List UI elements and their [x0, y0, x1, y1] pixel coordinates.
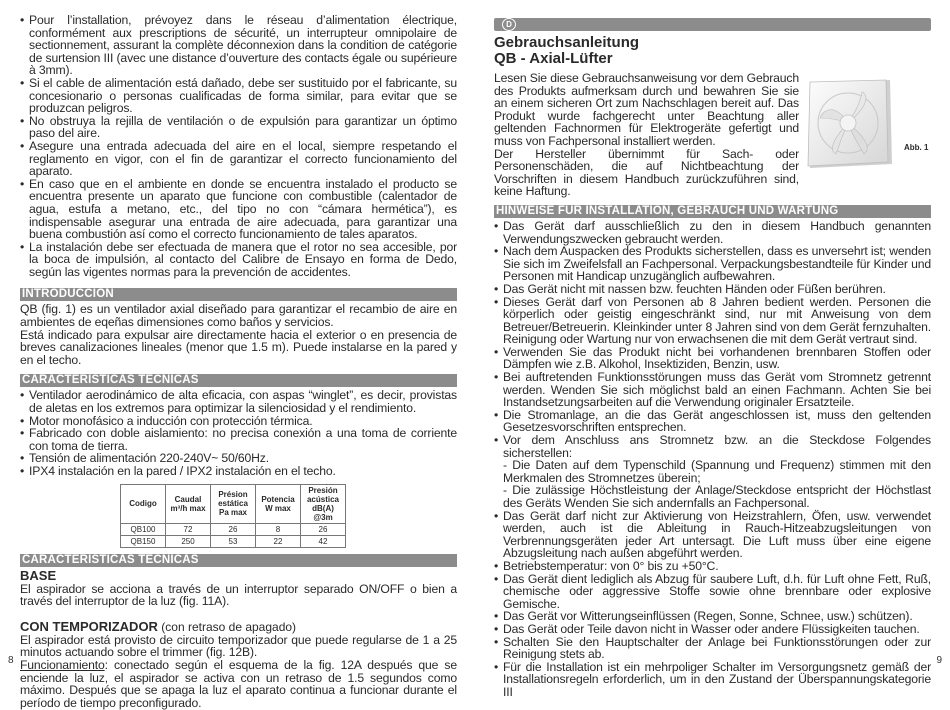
bullet-item: • Das Gerät darf ausschließlich zu den in diesem Handbuch genannten Verwendungszwecken gebraucht werden. — [494, 220, 931, 245]
intro-paragraph: QB (fig. 1) es un ventilador axial diseñado para garantizar el recambio de aire en ambientes de eqeñas dimensiones como baños y servicios. — [20, 302, 457, 330]
table-row — [121, 523, 346, 535]
bullet-item: • Ventilador aerodinámico de alta eficacia, con aspas “winglet”, es decir, provistas de aletas en los extremos para optimizar la silenciosidad y el rendimiento. — [20, 389, 457, 414]
timer-title — [20, 620, 457, 634]
page-title: Gebrauchsanleitung — [494, 34, 640, 51]
language-bar — [494, 18, 931, 31]
bullet-item: • Das Gerät oder Teile davon nicht in Wasser oder andere Flüssigkeiten tauchen. — [494, 623, 931, 636]
table-cell: 42 — [301, 535, 346, 547]
bullet-item: • Asegure una entrada adecuada del aire en el local, siempre respetando el reglamento en vigor, con el fin de garantizar el correcto funcionamiento del aparato. — [20, 140, 457, 178]
table-cell: 22 — [256, 535, 301, 547]
table-cell: QB150 — [121, 535, 166, 547]
table-cell: 26 — [211, 523, 256, 535]
sub-item: - Die Daten auf dem Typenschild (Spannung und Frequenz) stimmen mit den Merkmalen des Stromnetzes überein; — [503, 458, 931, 485]
table-cell: 26 — [301, 523, 346, 535]
section-heading-hints: HINWEISE FÜR INSTALLATION, GEBRAUCH UND WARTUNG — [494, 205, 931, 218]
bullet-item: • Betriebstemperatur: von 0° bis zu +50°C. — [494, 560, 931, 573]
bullet-item: • Pour l’installation, prévoyez dans le réseau d’alimentation électrique, conformément aux prescriptions de sécurité, un interrupteur omnipolaire de sectionnement, assurant la complète déconnexion dans la condition de catégorie de surtension III (avec une distance d’ouverture des contacts égale ou supérieure à 3mm). — [20, 14, 457, 77]
table-header: Caudal m³/h max — [166, 484, 211, 523]
bullet-item: • Schalten Sie den Hauptschalter der Anlage bei Funktionsstörungen oder zur Reinigung stets ab. — [494, 636, 931, 661]
bullet-item: • Fabricado con doble aislamiento: no precisa conexión a una toma de corriente con toma de tierra. — [20, 427, 457, 452]
table-header: Potencia W max — [256, 484, 301, 523]
base-paragraph: El aspirador se acciona a través de un interruptor separado ON/OFF o bien a través del interruptor de la luz (fig. 11A). — [20, 581, 457, 609]
page-number-left: 8 — [8, 655, 14, 666]
fan-image — [806, 78, 896, 170]
figure-label: Abb. 1 — [904, 143, 929, 152]
sub-item: - Die zulässige Höchstleistung der Anlage/Steckdose entspricht der Höchstlast des Geräts Wenden Sie sich andernfalls an Fachpersonal. — [503, 483, 931, 510]
bullet-item: • Vor dem Anschluss ans Stromnetz bzw. an die Steckdose Folgendes sicherstellen: — [494, 434, 931, 459]
bullet-item: • Verwenden Sie das Produkt nicht bei vorhandenen brennbaren Stoffen oder Dämpfen wie z.B. Alkohol, Insektiziden, Benzin, usw. — [494, 346, 931, 371]
intro-paragraph: Der Hersteller übernimmt für Sach- oder Personenschäden, die auf Nichtbeachtung der Vorschriften in diesem Handbuch zurückzuführen sind, keine Haftung. — [494, 146, 799, 199]
bullet-item: • Das Gerät dient lediglich als Abzug für saubere Luft, d.h. für Luft ohne Fett, Ruß, chemische oder aggressive Stoffe sowie ohne brennbare oder explosive Gemische. — [494, 573, 931, 611]
function-paragraph — [20, 659, 457, 709]
timer-paragraph: El aspirador está provisto de circuito temporizador que puede regularse de 1 a 25 minutos actuando sobre el trimmer (fig. 12B). — [20, 632, 457, 660]
bullet-item: • Dieses Gerät darf von Personen ab 8 Jahren bedient werden. Personen die körperlich oder geistig eingeschränkt sind, nur mit Anweisung von dem Betreuer/Betreuerin. Kleinkinder unter 8 Jahren sind von dem Gerät fernzuhalten. Reinigung oder Wartung nur von erwachsenen die mit dem Gerät vertraut sind. — [494, 296, 931, 346]
bullet-item: • Bei auftretenden Funktionsstörungen muss das Gerät vom Stromnetz getrennt werden. Wenden Sie sich möglichst bald an einen Fachmann. Achten Sie bei Instandsetzungsarbeiten auf die Verwendung originaler Ersatzteile. — [494, 371, 931, 409]
table-header: Presión acústica dB(A) @3m — [301, 484, 346, 523]
bullet-item: • Das Gerät darf nicht zur Aktivierung von Heizstrahlern, Öfen, usw. verwendet werden, auch ist die Ableitung in Rauch-Hitzeabzugsleitungen von Verbrennungsgeräten jeder Art untersagt. Die Luft muss über eine eigene Abzugsleitung nach außen abgeführt werden. — [494, 510, 931, 560]
intro-block — [494, 72, 931, 198]
table-cell: 250 — [166, 535, 211, 547]
function-text: : conectado según el esquema de la fig. 12A después que se enciende la luz, el aspirador se activa con un retraso de 1.5 segundos como máximo. Después que se apaga la luz el aparato continua a funcionar durante el período de tiempo preconfigurado. — [20, 657, 457, 710]
bullet-item: • Das Gerät vor Witterungseinflüssen (Regen, Sonne, Schnee, usw.) schützen). — [494, 610, 931, 623]
fan-icon — [806, 78, 896, 170]
table-header: Présion estática Pa max — [211, 484, 256, 523]
page-subtitle: QB - Axial-Lüfter — [494, 50, 613, 67]
bullet-item: • IPX4 instalación en la pared / IPX2 instalación en el techo. — [20, 465, 457, 478]
table-header: Codigo — [121, 484, 166, 523]
table-row — [121, 535, 346, 547]
bullet-item: • Für die Installation ist ein mehrpoliger Schalter im Versorgungsnetz gemäß der Installationsregeln erforderlich, um in den Zustand der Überspannungskategorie III — [494, 661, 931, 699]
bullet-item: • Das Gerät nicht mit nassen bzw. feuchten Händen oder Füßen berühren. — [494, 283, 931, 296]
page-number-right: 9 — [936, 655, 942, 666]
bullet-item: • Nach dem Auspacken des Produkts sicherstellen, dass es unversehrt ist; wenden Sie sich im Zweifelsfall an Fachpersonal. Verpackungsbestandteile für Kinder und Personen mit Handicap unzugänglich aufbewahren. — [494, 245, 931, 283]
right-page — [494, 18, 931, 699]
base-title: BASE — [20, 567, 57, 583]
bullet-item: • No obstruya la rejilla de ventilación o de expulsión para garantizar un óptimo paso del aire. — [20, 115, 457, 140]
language-badge: D — [502, 18, 516, 31]
bullet-item: • La instalación debe ser efectuada de manera que el rotor no sea accesible, por la boca de impulsión, al contacto del Calibre de Ensayo en forma de Dedo, según las vigentes normas para la prevención de accidentes. — [20, 241, 457, 279]
function-label: Funcionamiento — [20, 657, 105, 672]
table-cell: 53 — [211, 535, 256, 547]
bullet-item: • Die Stromanlage, an die das Gerät angeschlossen ist, muss den geltenden Gesetzesvorschriften entsprechen. — [494, 409, 931, 434]
timer-title-suffix: (con retraso de apagado) — [157, 619, 297, 634]
bullet-item: • Si el cable de alimentación está dañado, debe ser sustituido por el fabricante, su concesionario o personas cualificadas de forma similar, para evitar que se produzcan peligros. — [20, 77, 457, 115]
table-cell: QB100 — [121, 523, 166, 535]
bullet-item: • Tensión de alimentación 220-240V~ 50/60Hz. — [20, 452, 457, 465]
intro-text — [494, 72, 799, 198]
table-cell: 8 — [256, 523, 301, 535]
section-heading-tech: CARACTERÍSTICAS TÉCNICAS — [20, 374, 457, 387]
left-page — [20, 14, 457, 709]
timer-title-text: CON TEMPORIZADOR — [20, 618, 158, 634]
bullet-item: • En caso que en el ambiente en donde se encuentra instalado el producto se encuentra presente un aparato que funcione con combustible (calentador de agua, estufa a metano, etc., del tipo no con “cámara hermética”), es indispensable asegurar una entrada de aire adecuada, para garantizar una buena combustión así como el correcto funcionamiento de tales aparatos. — [20, 178, 457, 241]
bullet-item: • Motor monofásico a inducción con protección térmica. — [20, 415, 457, 428]
section-heading-tech-2: CARACTERÍSTICAS TÉCNICAS — [20, 554, 457, 567]
intro-paragraph: Lesen Sie diese Gebrauchsanweisung vor dem Gebrauch des Produkts aufmerksam durch und bewahren Sie sie an einem sicheren Ort zum Nachschlagen bereit auf. Das Produkt wurde fachgerecht unter Beachtung aller geltenden Fachnormen für Elektrogeräte gefertigt und muss von Fachpersonal installiert werden. — [494, 71, 799, 148]
intro-paragraph: Está indicado para expulsar aire directamente hacia el exterior o en presencia de breves canalizaciones lineales (menor que 1.5 m). Puede instalarse en la pared y en el techo. — [20, 327, 457, 367]
table-cell: 72 — [166, 523, 211, 535]
spec-table — [120, 484, 346, 548]
section-heading-intro: INTRODUCCION — [20, 288, 457, 301]
